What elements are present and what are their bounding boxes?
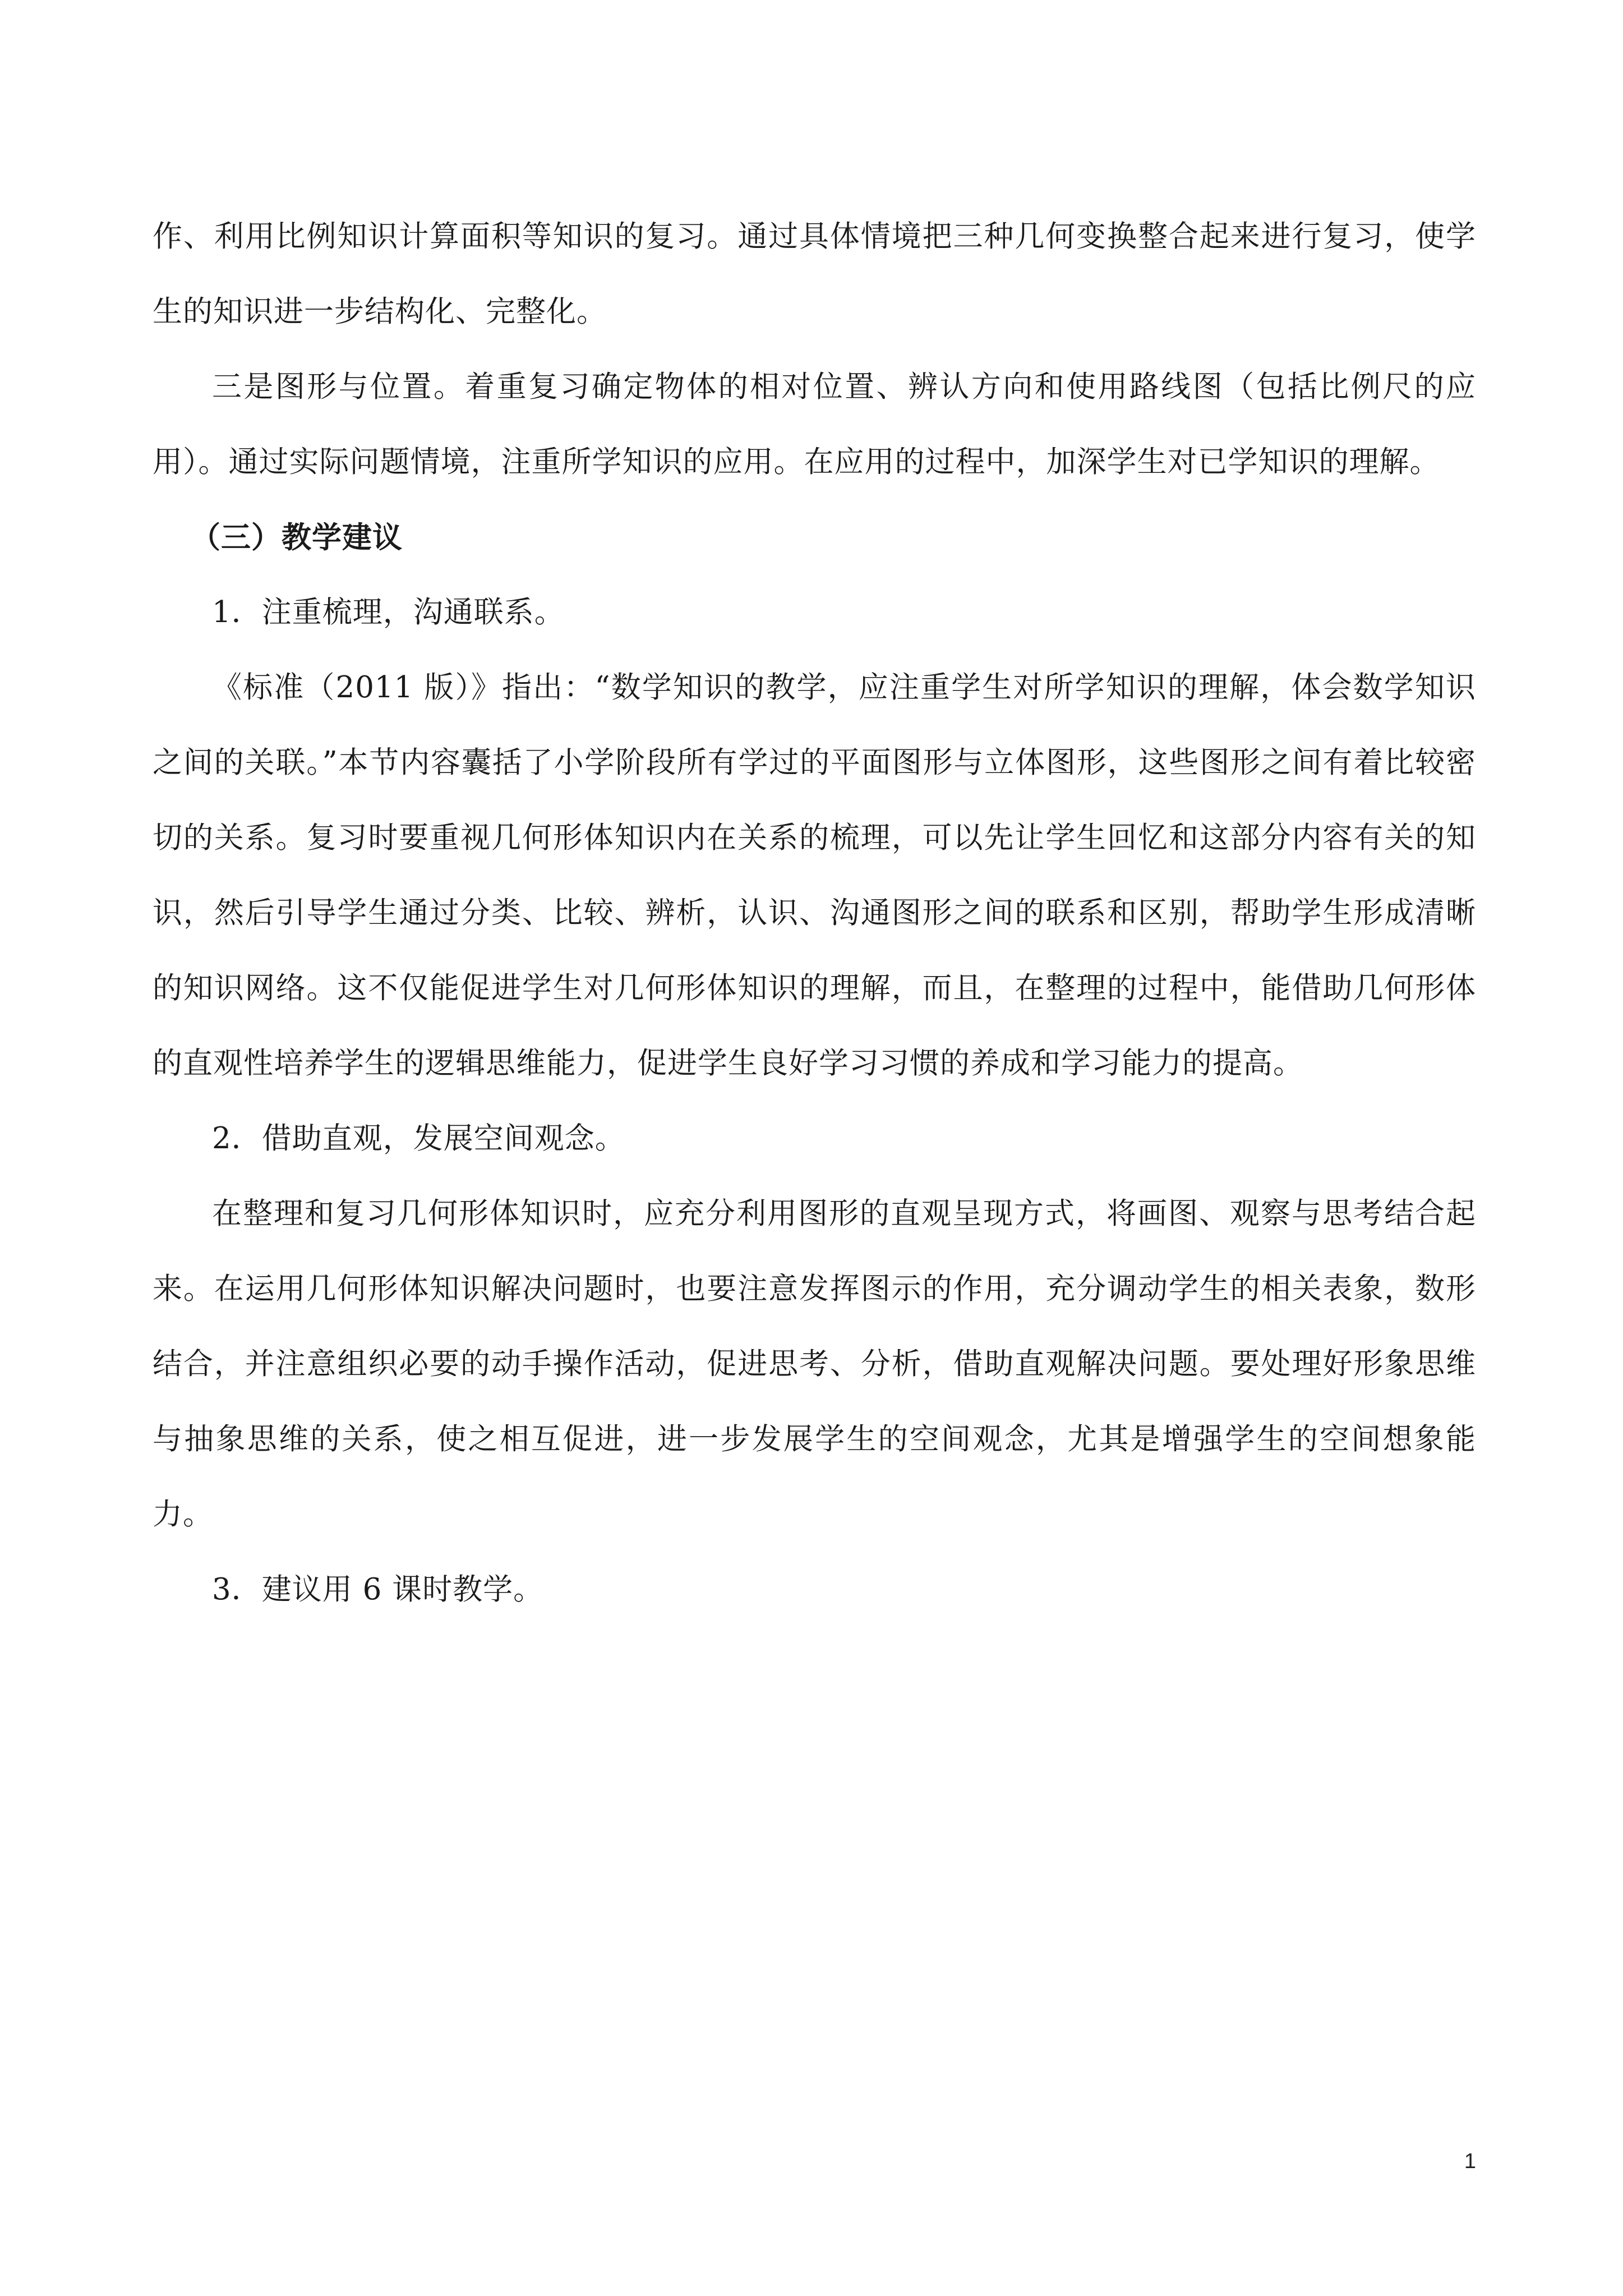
document-body [153,199,1476,1627]
suggestion-item-1: 1．注重梳理，沟通联系。 [212,595,565,629]
paragraph-spatial-concepts: 在整理和复习几何形体知识时，应充分利用图形的直观呈现方式，将画图、观察与思考结合起来。在运用几何形体知识解决问题时，也要注意发挥图示的作用，充分调动学生的相关表象，数形结合，并注意组织必要的动手操作活动，促进思考、分析，借助直观解决问题。要处理好形象思维与抽象思维的关系，使之相互促进，进一步发展学生的空间观念，尤其是增强学生的空间想象能力。 [153,1197,1476,1531]
paragraph-continued: 作、利用比例知识计算面积等知识的复习。通过具体情境把三种几何变换整合起来进行复习，使学生的知识进一步结构化、完整化。 [153,219,1476,329]
suggestion-item-3: 3．建议用 6 课时教学。 [212,1572,544,1607]
paragraph-graphics-position: 三是图形与位置。着重复习确定物体的相对位置、辨认方向和使用路线图（包括比例尺的应用）。通过实际问题情境，注重所学知识的应用。在应用的过程中，加深学生对已学知识的理解。 [153,370,1476,479]
paragraph-standard-quote: 《标准（2011 版）》指出：“数学知识的教学，应注重学生对所学知识的理解，体会数学知识之间的关联。”本节内容囊括了小学阶段所有学过的平面图形与立体图形，这些图形之间有着比较密切的关系。复习时要重视几何形体知识内在关系的梳理，可以先让学生回忆和这部分内容有关的知识，然后引导学生通过分类、比较、辨析，认识、沟通图形之间的联系和区别，帮助学生形成清晰的知识网络。这不仅能促进学生对几何形体知识的理解，而且，在整理的过程中，能借助几何形体的直观性培养学生的逻辑思维能力，促进学生良好学习习惯的养成和学习能力的提高。 [153,670,1476,1080]
suggestion-item-2: 2．借助直观，发展空间观念。 [212,1121,625,1156]
section-heading-teaching-suggestions: （三）教学建议 [191,520,403,555]
page-number: 1 [1464,2150,1476,2173]
